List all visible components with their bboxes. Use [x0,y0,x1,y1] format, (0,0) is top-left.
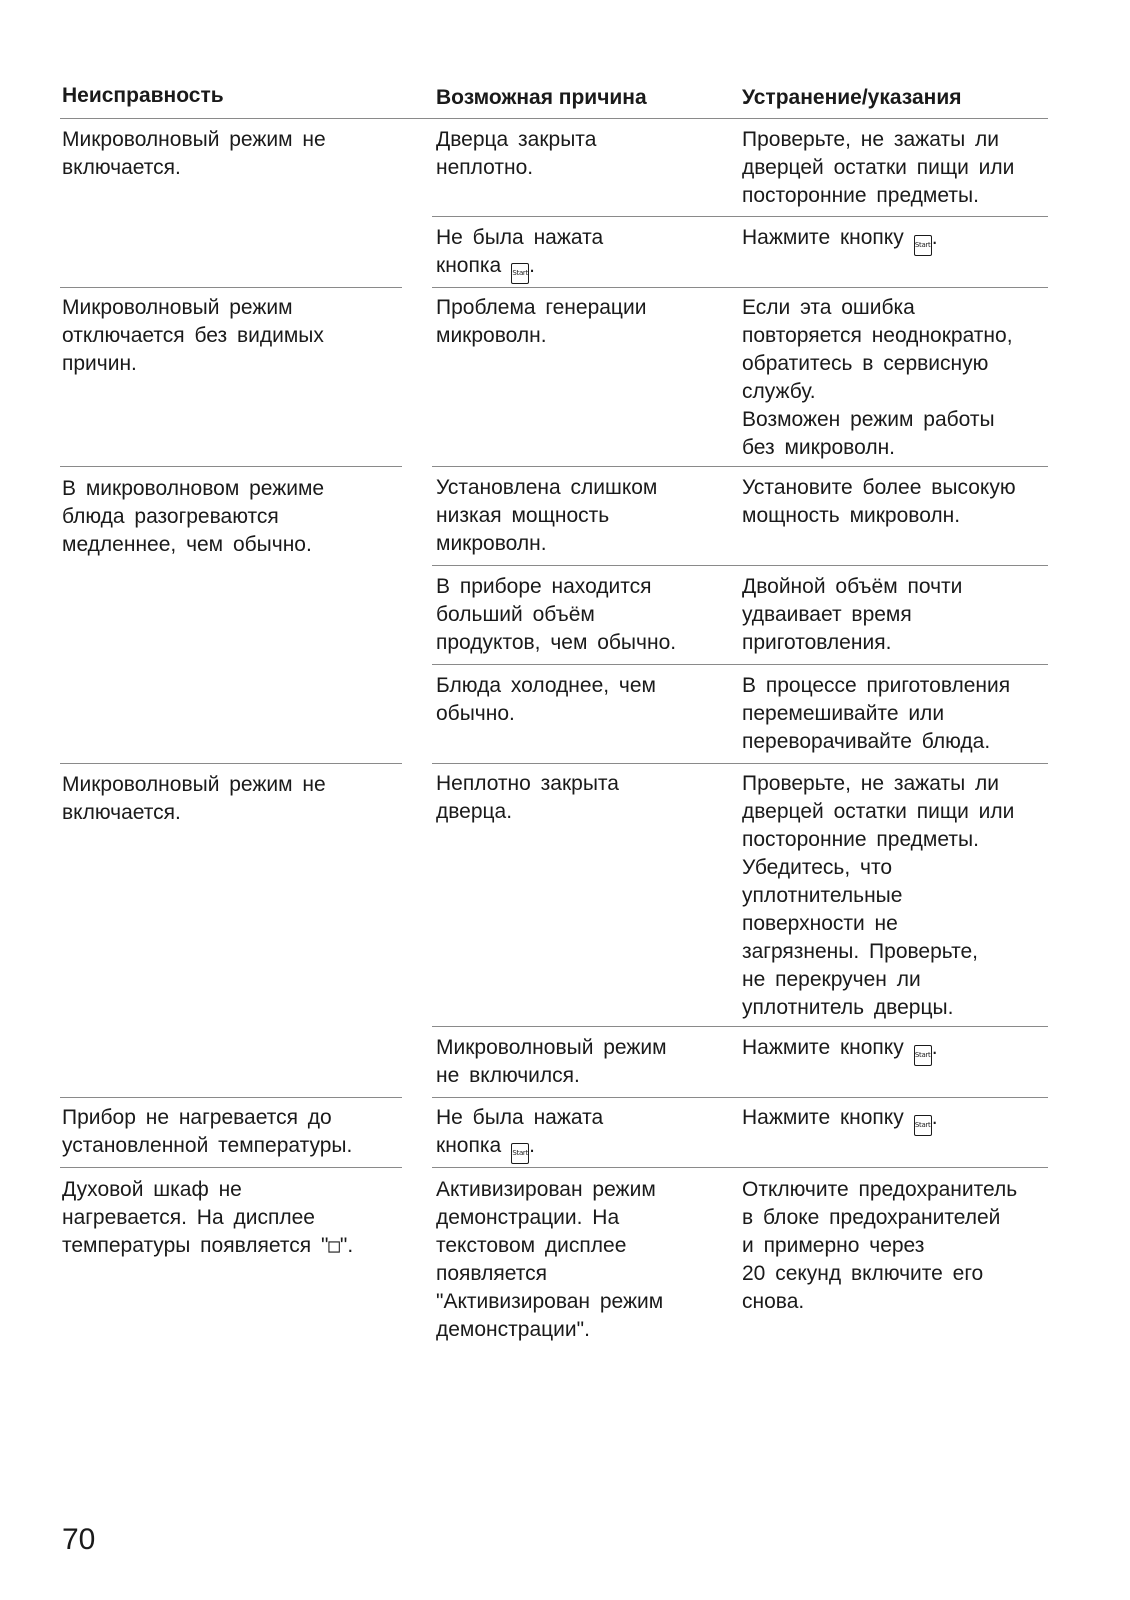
row-rule [60,763,402,764]
remedy-cell: В процессе приготовления перемешивайте или переворачивайте блюда. [742,674,1011,753]
cause-text-end: . [529,1134,536,1157]
row-rule [432,763,1048,764]
cause-cell: Блюда холоднее, чем обычно. [436,674,656,725]
cause-cell: Установлена слишком низкая мощность микроволн. [436,476,658,555]
header-remedy: Устранение/указания [742,86,962,109]
header-cause: Возможная причина [436,86,647,109]
row-rule [432,565,1048,566]
row-rule [432,466,1048,467]
remedy-cell: Проверьте, не зажаты ли дверцей остатки пищи или посторонние предметы. Убедитесь, что уплотнительные поверхности не загрязнены. Проверьте, не перекручен ли уплотнитель дверцы. [742,772,1015,1019]
start-button-icon: Start [511,263,529,284]
cause-cell: Микроволновый режим не включился. [436,1036,667,1087]
remedy-cell: Проверьте, не зажаты ли дверцей остатки пищи или посторонние предметы. [742,128,1015,207]
remedy-text-end: . [931,1036,938,1059]
fault-cell: Микроволновый режим отключается без видимых причин. [62,296,324,375]
cause-text: Не была нажата кнопка [436,226,604,277]
remedy-cell: Установите более высокую мощность микроволн. [742,476,1016,527]
row-rule [432,1026,1048,1027]
cause-cell [436,224,726,284]
row-rule [432,216,1048,217]
header-fault: Неисправность [62,84,224,107]
row-rule [60,466,402,467]
remedy-text: Нажмите кнопку [742,226,904,249]
remedy-cell [742,1034,1052,1066]
row-rule [432,1097,1048,1098]
row-rule [432,664,1048,665]
remedy-cell [742,224,1052,256]
remedy-cell [742,1104,1052,1136]
fault-cell: В микроволновом режиме блюда разогреваются медленнее, чем обычно. [62,477,325,556]
remedy-cell: Если эта ошибка повторяется неоднократно, обратитесь в сервисную службу. Возможен режим работы без микроволн. [742,296,1013,459]
cause-cell: Дверца закрыта неплотно. [436,128,597,179]
fault-cell: Микроволновый режим не включается. [62,128,326,179]
start-button-icon: Start [914,1115,932,1136]
remedy-text-end: . [931,226,938,249]
cause-cell: В приборе находится больший объём продуктов, чем обычно. [436,575,677,654]
cause-cell [436,1104,726,1164]
page-number: 70 [62,1523,96,1556]
cause-cell: Проблема генерации микроволн. [436,296,647,347]
fault-cell: Микроволновый режим не включается. [62,773,326,824]
row-rule [60,1167,402,1168]
fault-cell [62,1176,412,1260]
fault-cell: Прибор не нагревается до установленной температуры. [62,1106,353,1157]
cause-cell: Неплотно закрыта дверца. [436,772,619,823]
remedy-cell: Отключите предохранитель в блоке предохранителей и примерно через 20 секунд включите его снова. [742,1178,1018,1313]
start-button-icon: Start [511,1143,529,1164]
remedy-text-end: . [931,1106,938,1129]
fault-text-end: ". [339,1234,354,1257]
cause-text-end: . [529,254,536,277]
remedy-text: Нажмите кнопку [742,1106,904,1129]
remedy-cell: Двойной объём почти удваивает время приготовления. [742,575,963,654]
oven-demo-symbol-icon: □ [328,1235,340,1257]
fault-text: Духовой шкаф не нагревается. На дисплее температуры появляется " [62,1178,329,1257]
remedy-text: Нажмите кнопку [742,1036,904,1059]
row-rule [60,1097,402,1098]
start-button-icon: Start [914,1045,932,1066]
row-rule [60,287,402,288]
header-rule [60,118,1048,119]
row-rule [432,287,1048,288]
row-rule [432,1167,1048,1168]
cause-cell: Активизирован режим демонстрации. На текстовом дисплее появляется "Активизирован режим демонстрации". [436,1178,664,1341]
cause-text: Не была нажата кнопка [436,1106,604,1157]
start-button-icon: Start [914,235,932,256]
